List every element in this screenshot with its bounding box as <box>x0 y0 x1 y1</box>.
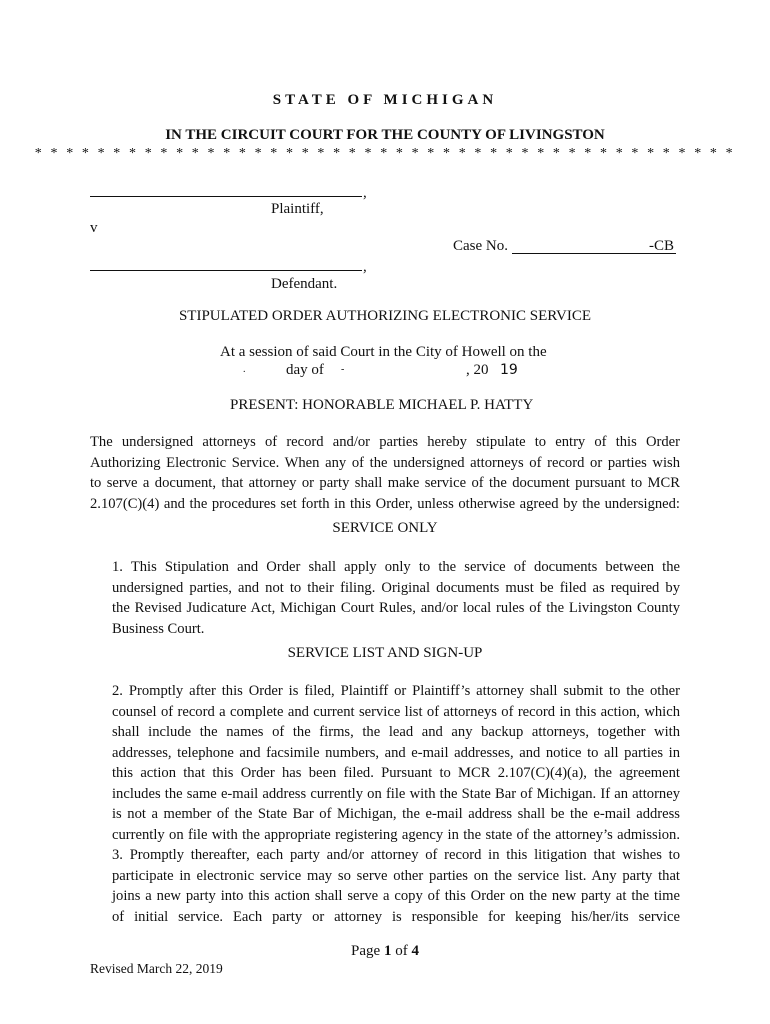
revised-date: Revised March 22, 2019 <box>90 961 223 976</box>
section2-line: addresses, telephone and facsimile numbers, and e-mail addresses, and notice to all parties in <box>112 744 680 761</box>
section2-line: is not a member of the State Bar of Michigan, the e-mail address shall be the e-mail address <box>112 806 680 822</box>
defendant-name-line[interactable] <box>90 270 362 271</box>
defendant-comma: , <box>363 259 367 275</box>
section1-line: 1. This Stipulation and Order shall apply only to the service of documents between the <box>112 559 680 575</box>
session-line: At a session of said Court in the City of Howell on the <box>220 344 547 360</box>
section3-line: participate in electronic service may so serve other parties on the service list. Any party that <box>112 867 680 884</box>
section3-line: of initial service. Each party or attorney is responsible for keeping his/her/its service <box>112 908 680 925</box>
section1-line: undersigned parties, and not to their filing. Original documents must be filed as required by <box>112 579 680 596</box>
page-total: 4 <box>411 943 419 959</box>
day-field-mark[interactable]: . <box>243 364 246 375</box>
intro-line: 2.107(C)(4) and the procedures set forth in this Order, unless otherwise agreed by the undersigned: <box>90 495 680 512</box>
section2-paragraph <box>112 681 680 845</box>
section-heading-service-only: SERVICE ONLY <box>332 520 438 536</box>
state-heading: STATE OF MICHIGAN <box>272 92 498 108</box>
page-of: of <box>395 943 408 959</box>
case-no-label: Case No. <box>453 238 508 254</box>
order-title: STIPULATED ORDER AUTHORIZING ELECTRONIC SERVICE <box>178 308 592 324</box>
section3-line: joins a new party into this action shall serve a copy of this Order on the new party at the time <box>112 888 680 904</box>
page-current: 1 <box>383 943 392 959</box>
star-divider: * * * * * * * * * * * * * * * * * * * * * * * * * * * * * * * * * * * * * * * * * * * * * <box>34 146 736 161</box>
intro-paragraph <box>90 432 680 514</box>
year-handwritten[interactable]: 19 <box>500 362 518 378</box>
versus-label: v <box>90 220 98 236</box>
section2-line: includes the same e-mail address currently on file with the State Bar of Michigan. If an attorney <box>112 785 680 802</box>
case-suffix: -CB <box>649 238 675 254</box>
year-prefix: , 20 <box>466 362 489 378</box>
section2-line: currently on file with the appropriate registering agency in the state of the attorney’s admission. <box>112 826 680 843</box>
section1-line: the Revised Judicature Act, Michigan Court Rules, and/or local rules of the Livingston County <box>112 600 680 616</box>
section2-line: counsel of record a complete and current service list of attorneys of record in this action, which <box>112 703 680 720</box>
plaintiff-label: Plaintiff, <box>271 201 324 217</box>
day-of-label: day of <box>286 362 324 378</box>
plaintiff-comma: , <box>363 185 367 201</box>
section2-line: shall include the names of the firms, the lead and any backup attorneys, together with <box>112 724 680 740</box>
month-field-mark[interactable]: - <box>341 364 345 375</box>
defendant-label: Defendant. <box>271 276 338 292</box>
section1-paragraph <box>112 557 680 639</box>
plaintiff-name-line[interactable] <box>90 196 362 197</box>
section2-line: 2. Promptly after this Order is filed, Plaintiff or Plaintiff’s attorney shall submit to the other <box>112 683 680 699</box>
intro-line: to serve a document, that attorney or party shall make service of the document pursuant to MCR <box>90 475 680 491</box>
section-heading-service-list: SERVICE LIST AND SIGN-UP <box>287 645 483 661</box>
intro-line: The undersigned attorneys of record and/or parties hereby stipulate to entry of this Order <box>90 434 680 450</box>
court-heading: IN THE CIRCUIT COURT FOR THE COUNTY OF LIVINGSTON <box>165 127 605 143</box>
present-line: PRESENT: HONORABLE MICHAEL P. HATTY <box>230 397 534 413</box>
page-prefix: Page <box>351 943 381 959</box>
section2-line: this action that this Order has been filed. Pursuant to MCR 2.107(C)(4)(a), the agreement <box>112 765 680 781</box>
section3-line: 3. Promptly thereafter, each party and/or attorney of record in this litigation that wishes to <box>112 847 680 863</box>
page-number <box>0 943 770 960</box>
section3-paragraph <box>112 845 680 927</box>
intro-line: Authorizing Electronic Service. When any of the undersigned attorneys of record or parties wish <box>90 454 680 471</box>
section1-line: Business Court. <box>112 620 205 637</box>
